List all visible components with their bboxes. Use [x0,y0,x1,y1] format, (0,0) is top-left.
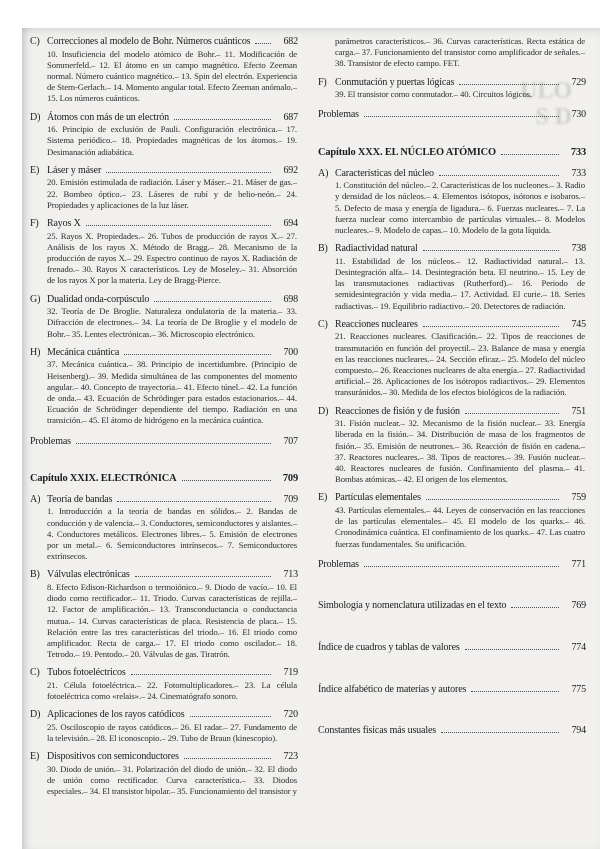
toc-title-line [30,294,298,306]
section-detail: 21. Reacciones nucleares. Clasificación.– 22. Tipos de reacciones de transmutación en función del proyectil.– 23. Balance de masa y energía en las reacciones nucleares.– 24. Sección eficaz.– 25. Modelo del núcleo compuesto.– 26. Reacciones nucleares de alta energía.– 27. Radiactividad artificial.– 28. Aplicaciones de los isótropos radiactivos.– 29. Elementos transuránidos.– 30. Medida de los efectos biológicos de la radiación. [335,331,585,398]
section-detail: 43. Partículas elementales.– 44. Leyes de conservación en las reacciones de las partículas elementales.– 45. El modelo de los quarks.– 46. Cronodinámica cuántica. El confinamiento de los quarks.– 47. Las cuatro fuerzas fundamentales. Su unificación. [335,505,585,549]
toc-title-line [318,243,586,255]
dot-leader [131,674,271,675]
section-letter: E) [318,492,328,504]
dot-leader [174,119,271,120]
section-letter: C) [30,36,40,47]
toc-title-line [318,147,586,159]
dot-leader [182,480,271,481]
toc-entry [30,751,298,797]
toc-entry [30,294,298,340]
page-number: 774 [571,642,586,654]
section-letter: D) [318,405,329,417]
section-letter: D) [30,709,41,721]
dot-leader [124,354,271,355]
page-number: 692 [283,164,298,176]
toc-title-line [318,406,586,418]
toc-entry-backmatter [318,725,586,737]
dot-leader [154,301,271,302]
dot-leader [255,43,271,44]
section-title: Conmutación y puertas lógicas [335,76,455,88]
page-number: 738 [571,243,586,255]
toc-title-line [30,218,298,230]
toc-entry [318,492,586,549]
toc-entry [318,168,586,237]
toc-title-line [30,436,298,448]
section-letter: A) [318,167,329,179]
page-number: 759 [571,492,586,504]
section-title: Aplicaciones de los rayos catódicos [47,709,185,721]
section-detail: 32. Teoría de De Broglie. Naturaleza ondulatoria de la materia.– 33. Difracción de electrones.– 34. La teoría de De Broglie y el modelo de Bohr.– 35. Lentes electrónicas.– 36. Microscopio electrónico. [47,306,297,339]
section-title: Índice de cuadros y tablas de valores [318,642,460,654]
dot-leader [364,566,559,567]
section-detail: 1. Constitución del núcleo.– 2. Características de los nucleones.– 3. Radio y densidad de los núcleos.– 4. Elementos isótopos, isótonos e isobaros.– 5. Defecto de masa y energía de ligadura.– 6. Fuerzas nucleares.– 7. La fuerza nuclear como intercambio de partículas virtuales.– 8. Modelos nucleares.– 9. Modelo de capas.– 10. Modelo de la gota líquida. [335,180,585,235]
section-detail-continuation: parámetros característicos.– 36. Curvas características. Recta estática de carga.– 37. Funcionamiento del transistor como amplificador de señales.– 38. Transistor de efecto campo. FET. [335,36,585,69]
scanned-page [22,28,600,849]
toc-title-line [30,709,298,721]
page-number: 713 [283,569,298,581]
section-title: Láser y máser [47,164,102,176]
page-number: 720 [283,709,298,721]
dot-leader [106,172,271,173]
section-detail: 10. Insuficiencia del modelo atómico de Bohr.– 11. Modificación de Sommerfeld.– 12. El átomo en un campo magnético. Efecto Zeeman normal. Número cuántico magnético.– 13. Spin del electrón. Experiencia de Stern-Gerlach.– 14. Momento angular total. Efecto Zeeman anómalo.– 15. Los números cuánticos. [47,48,297,104]
page-number: 709 [282,473,298,485]
toc-title-line [30,165,298,177]
dot-leader [441,732,559,733]
page-number: 723 [283,751,298,763]
page-number: 707 [283,435,298,447]
toc-title-line [30,667,298,679]
toc-entry [318,319,586,399]
section-title: Reacciones de fisión y de fusión [335,405,460,417]
section-title: Radiactividad natural [335,243,418,255]
toc-title-line [30,347,298,359]
chapter-title: Capítulo XXX. EL NÚCLEO ATÓMICO [318,147,496,158]
section-letter: E) [30,751,40,763]
page-number: 771 [571,558,586,570]
dot-leader [465,649,559,650]
toc-entry [30,112,298,158]
toc-title-line [30,112,298,124]
section-detail: 20. Emisión estimulada de radiación. Láser y Máser.– 21. Máser de gas.– 22. Bombeo óptico.– 23. Láseres de rubí y de helio-neón.– 24. Propiedades y aplicaciones de la luz láser. [47,177,297,210]
page-number: 769 [571,600,586,612]
section-detail: 37. Mecánica cuántica.– 38. Principio de incertidumbre. (Principio de Heisenberg).– 39. Medida simultánea de las componentes del momento angular.– 40. Concepto de trayectoria.– 41. Efecto túnel.– 42. La función de onda.– 43. Ecuación de Schrödinger para estados estacionarios.– 44. Ecuación de Schrödinger dependiente del tiempo. Radiación en una transición.– 45. El átomo de hidrógeno en la mecánica cuántica. [47,359,297,426]
dot-leader [471,691,559,692]
chapter-heading [30,473,298,485]
section-letter: D) [30,111,41,123]
toc-entry-backmatter [318,684,586,696]
section-title: Rayos X [47,218,81,230]
section-letter: H) [30,346,41,358]
dot-leader [423,250,559,251]
dot-leader [511,607,559,608]
section-detail: 25. Osciloscopio de rayos catódicos.– 26. El radar.– 27. Fundamento de la televisión.– 28. El iconoscopio.– 29. Tubo de Braun (kinescopio). [47,722,297,744]
section-letter: C) [30,667,40,679]
toc-entry-backmatter [318,600,586,612]
toc-entry [318,77,586,101]
section-letter: F) [318,76,327,88]
dot-leader [459,84,559,85]
section-title: Teoría de bandas [47,493,113,505]
section-detail: 11. Estabilidad de los núcleos.– 12. Radiactividad natural.– 13. Desintegración alfa.– 14. Desintegración beta. El neutrino.– 15. Ley de las transmutaciones radiactivas (Rutherford).– 16. Periodo de semidesintegración y vida media.– 17. Actividad. El curie.– 18. Series radiactivas.– 19. Equilibrio radiactivo.– 20. Detectores de radiación. [335,255,585,311]
section-title: Válvulas electrónicas [47,569,130,581]
section-detail: 16. Principio de exclusión de Pauli. Configuración electrónica.– 17. Sistema periódico.– 18. Propiedades magnéticas de los átomos.– 19. Desimanación adiabática. [47,124,297,157]
toc-entry [30,569,298,660]
section-letter: B) [318,243,328,255]
chapter-title: Capítulo XXIX. ELECTRÓNICA [30,473,177,485]
section-title: Dispositivos con semiconductores [47,751,179,763]
section-title: Problemas [318,109,359,121]
section-detail: 1. Introducción a la teoría de bandas en sólidos.– 2. Bandas de conducción y de valencia.– 3. Conductores, semiconductores y aislantes.– 4. Conductores metálicos. Electrones libres.– 5. Emisión de electrones por un metal.– 6. Semiconductores intrínsecos.– 7. Semiconductores extrínsecos. [47,506,297,562]
dot-leader [86,225,271,226]
page-number: 682 [283,36,298,47]
dot-leader [190,716,272,717]
section-detail: 39. El transistor como conmutador.– 40. Circuitos lógicos. [335,89,533,100]
section-letter: F) [30,218,39,230]
chapter-heading [318,147,586,159]
toc-title-line [318,684,586,696]
toc-title-line [30,473,298,485]
toc-title-line [30,36,298,48]
section-title: Mecánica cuántica [47,346,120,358]
section-detail: 25. Rayos X. Propiedades.– 26. Tubos de producción de rayos X.– 27. Análisis de los rayos X. Método de Bragg.– 28. Mecanismo de la producción de rayos X.– 29. Espectro continuo de rayos X. Radiación de frenado.– 30. Rayos X característicos. Ley de Moseley.– 31. Absorción de los rayos X por la materia. Ley de Bragg-Pierce. [47,230,297,286]
page-number: 751 [571,405,586,417]
dot-leader [423,326,559,327]
section-title: Simbología y nomenclatura utilizadas en el texto [318,600,507,612]
toc-entry-problems [318,109,586,121]
section-title: Constantes físicas más usuales [318,725,436,737]
page-number: 733 [570,147,586,158]
toc-entry [318,243,586,312]
toc-entry [318,406,586,486]
toc-title-line [30,494,298,506]
section-letter: G) [30,293,41,305]
section-detail: 30. Diodo de unión.– 31. Polarización del diodo de unión.– 32. El diodo de unión como rectificador. Curva característica.– 33. Diodos especiales.– 34. El transistor bipolar.– 35. Funcionamiento del transistor y [47,764,297,797]
page-number: 794 [571,725,586,737]
section-title: Reacciones nucleares [335,318,418,330]
section-title: Características del núcleo [335,167,434,179]
bleed-through-text: ULO [519,78,572,104]
toc-column-left [30,36,298,798]
toc-title-line [318,109,586,121]
toc-title-line [30,569,298,581]
section-letter: B) [30,569,40,581]
toc-entry-problems [30,436,298,448]
dot-leader [184,758,271,759]
section-title: Partículas elementales [335,492,421,504]
toc-entry [30,494,298,563]
page-number: 687 [283,111,298,123]
page-number: 730 [571,109,586,121]
page-number: 745 [571,318,586,330]
bleed-through-text: S D [535,104,572,130]
toc-entry [30,667,298,702]
toc-entry [30,165,298,211]
toc-title-line [318,492,586,504]
page-number: 719 [283,667,298,679]
page-number: 698 [283,293,298,305]
dot-leader [76,443,271,444]
dot-leader [135,576,271,577]
toc-title-line [318,319,586,331]
section-letter: A) [30,493,41,505]
section-title: Correcciones al modelo de Bohr. Números cuánticos [47,36,251,47]
toc-entry-backmatter [318,642,586,654]
page-number: 775 [571,683,586,695]
dot-leader [117,501,271,502]
toc-entry [30,36,298,105]
page-number: 700 [283,346,298,358]
section-title: Átomos con más de un electrón [47,111,170,123]
toc-entry [30,347,298,427]
toc-column-right [318,36,586,737]
toc-title-line [318,600,586,612]
section-title: Tubos fotoeléctricos [47,667,126,679]
toc-entry [30,218,298,287]
toc-title-line [30,751,298,763]
toc-title-line [318,77,586,89]
toc-title-line [318,725,586,737]
page-number: 729 [571,76,586,88]
toc-entry-problems [318,559,586,571]
section-title: Problemas [30,435,71,447]
page-number: 694 [283,218,298,230]
dot-leader [426,499,559,500]
dot-leader [439,175,559,176]
toc-entry [30,709,298,744]
section-detail: 8. Efecto Edison-Richardson o termoiónico.– 9. Diodo de vacío.– 10. El diodo como rectificador.– 11. Triodo. Curvas características de rejilla.– 12. Factor de amplificación.– 13. Transconductancia o conductancia mutua.– 14. Curvas características de placa. Resistencia de placa.– 15. Relación entre las tres características del triodo.– 16. El triodo como amplificador. Recta de carga.– 17. El triodo como oscilador.– 18. Tetrodo.– 19. Pentodo.– 20. Válvulas de gas. Tiratrón. [47,582,297,660]
section-detail: 21. Célula fotoeléctrica.– 22. Fotomultiplicadores.– 23. La célula fotoeléctrica como «relais».– 24. Cinematógrafo sonoro. [47,680,297,702]
section-letter: E) [30,164,40,176]
section-title: Dualidad onda-corpúsculo [47,293,150,305]
section-title: Problemas [318,558,359,570]
dot-leader [465,413,559,414]
toc-entry-continuation [318,36,586,70]
toc-title-line [318,168,586,180]
page-number: 709 [283,493,298,505]
dot-leader [501,154,559,155]
toc-title-line [318,559,586,571]
toc-title-line [318,642,586,654]
section-title: Índice alfabético de materias y autores [318,683,467,695]
section-detail: 31. Fisión nuclear.– 32. Mecanismo de la fisión nuclear.– 33. Energía liberada en la fisión.– 34. Distribución de masa de los fragmentos de fisión.– 35. Emisión de neutrones.– 36. Reacción de fisión en cadena.– 37. Reactores nucleares.– 38. Tipos de reactores.– 39. Fusión nuclear.– 40. Reactores nucleares de fusión. Confinamiento del plasma.– 41. Bombas atómicas.– 42. El origen de los elementos. [335,418,585,485]
section-letter: C) [318,318,328,330]
page-number: 733 [571,167,586,179]
dot-leader [364,116,559,117]
